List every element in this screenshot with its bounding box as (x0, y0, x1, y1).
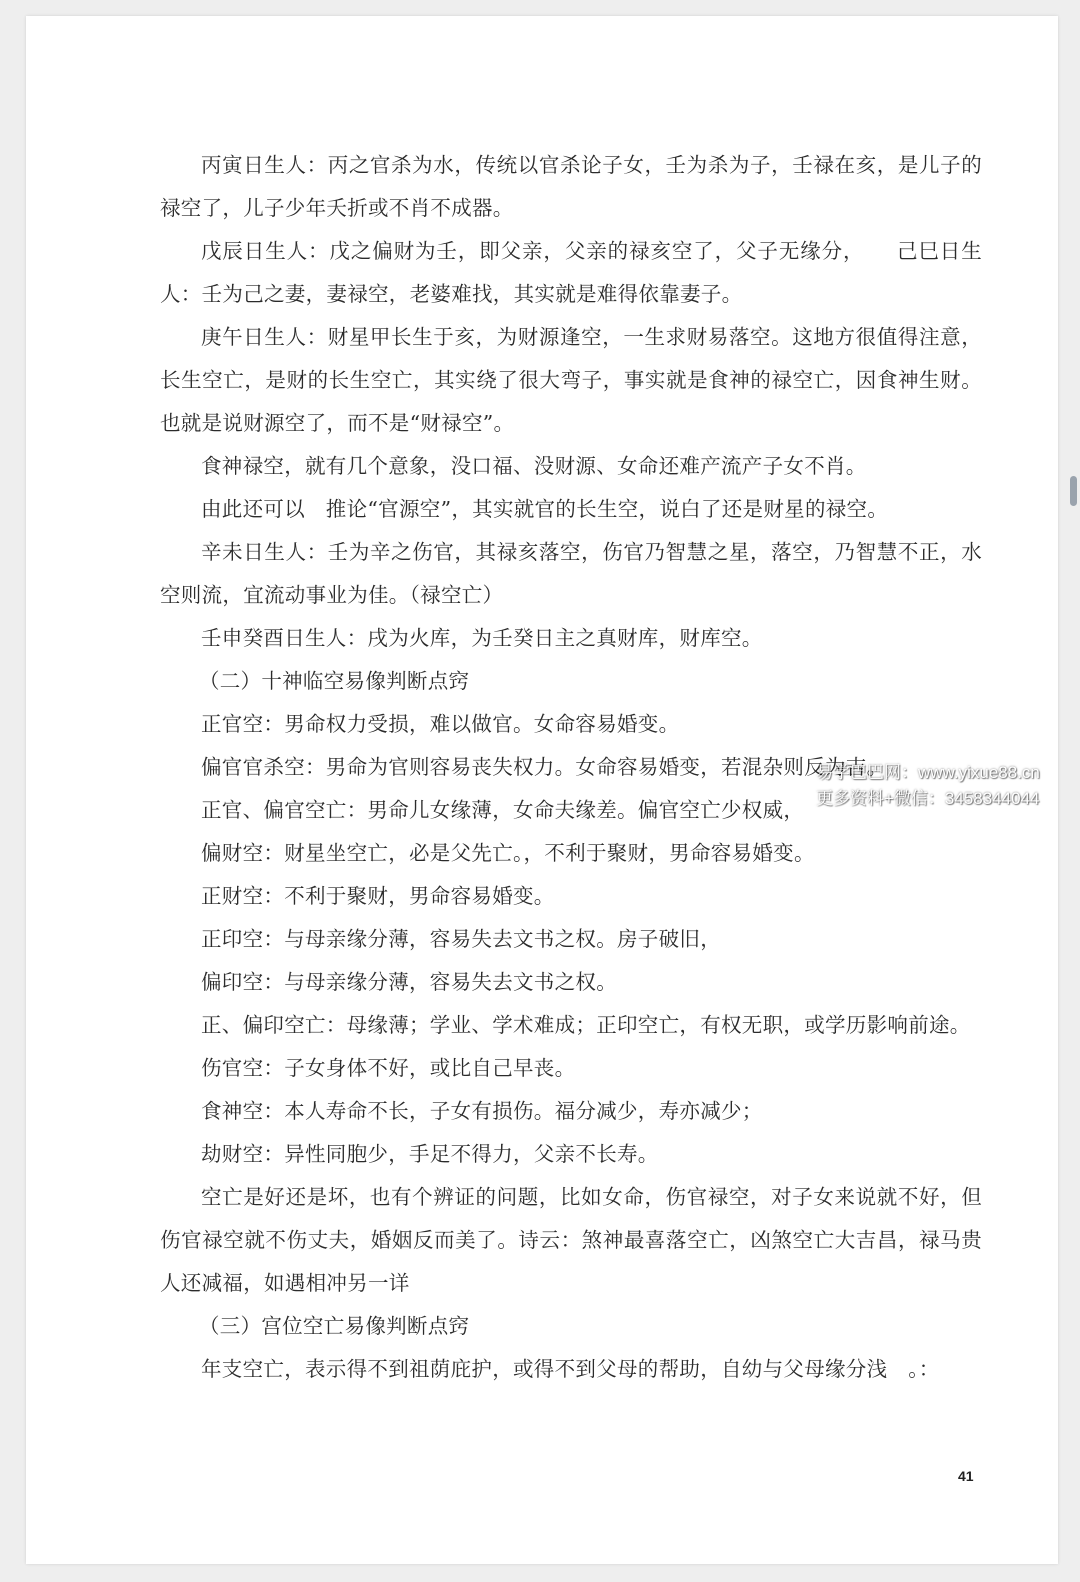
paragraph-bingyin: 丙寅日生人：丙之官杀为水，传统以官杀论子女，壬为杀为子，壬禄在亥，是儿子的禄空了，儿子少年夭折或不肖不成器。 (160, 153, 982, 220)
section-heading-2: （二）十神临空易像判断点窍 (198, 669, 470, 693)
paragraph-shishen-kong: 食神空：本人寿命不长，子女有损伤。福分减少，寿亦减少； (201, 1099, 763, 1123)
watermark (816, 760, 1040, 812)
paragraph-xinwei: 辛未日生人：壬为辛之伤官，其禄亥落空，伤官乃智慧之星，落空，乃智慧不正，水空则流，宜流动事业为佳。（禄空亡） (160, 540, 982, 607)
paragraph-wuchen: 戊辰日生人：戊之偏财为壬，即父亲，父亲的禄亥空了，父子无缘分， 己巳日生人：壬为己之妻，妻禄空，老婆难找，其实就是难得依靠妻子。 (160, 239, 982, 306)
paragraph-pianyin-kong: 偏印空：与母亲缘分薄，容易失去文书之权。 (201, 970, 617, 994)
paragraph-zhengyin-kong: 正印空：与母亲缘分薄，容易失去文书之权。房子破旧， (201, 927, 721, 951)
paragraph-shangguan-kong: 伤官空：子女身体不好，或比自己早丧。 (201, 1056, 576, 1080)
paragraph-shishen-lukong: 食神禄空，就有几个意象，没口福、没财源、女命还难产流产子女不肖。 (201, 454, 867, 478)
paragraph-zhengcai-kong: 正财空：不利于聚财，男命容易婚变。 (201, 884, 555, 908)
paragraph-pianguan-kong: 偏官官杀空：男命为官则容易丧失权力。女命容易婚变，若混杂则反为吉。 (201, 755, 888, 779)
watermark-line-site: 易学巴巴网：www.yixue88.cn (816, 763, 1040, 782)
paragraph-piancai-kong: 偏财空：财星坐空亡，必是父先亡。，不利于聚财，男命容易婚变。 (201, 841, 815, 865)
paragraph-gengwu: 庚午日生人：财星甲长生于亥，为财源逢空，一生求财易落空。这地方很值得注意，长生空亡，是财的长生空亡，其实绕了很大弯子，事实就是食神的禄空亡，因食神生财。也就是说财源空了，而不是“财禄空”。 (160, 325, 982, 435)
paragraph-nianzhi-kongwang: 年支空亡，表示得不到祖荫庇护，或得不到父母的帮助，自幼与父母缘分浅 。： (201, 1357, 940, 1381)
paragraph-renshen-guiyou: 壬申癸酉日生人：戌为火库，为壬癸日主之真财库，财库空。 (201, 626, 763, 650)
paragraph-yin-kongwang: 正、偏印空亡：母缘薄；学业、学术难成；正印空亡，有权无职，或学历影响前途。 (201, 1013, 971, 1037)
paragraph-jiecai-kong: 劫财空：异性同胞少，手足不得力，父亲不长寿。 (201, 1142, 659, 1166)
scrollbar-thumb[interactable] (1070, 476, 1077, 506)
paragraph-zhengguan-kong: 正官空：男命权力受损，难以做官。女命容易婚变。 (201, 712, 680, 736)
paragraph-kongwang-bianzheng: 空亡是好还是坏，也有个辨证的问题，比如女命，伤官禄空，对子女来说就不好，但伤官禄空就不伤丈夫，婚姻反而美了。诗云：煞神最喜落空亡，凶煞空亡大吉昌，禄马贵人还减福，如遇相冲另一详 (160, 1185, 982, 1295)
paragraph-guan-kongwang: 正官、偏官空亡：男命儿女缘薄，女命夫缘差。偏官空亡少权威， (201, 798, 805, 822)
paragraph-guanyuan-kong: 由此还可以 推论“官源空”，其实就官的长生空，说白了还是财星的禄空。 (201, 497, 889, 521)
page-number: 41 (958, 1468, 974, 1484)
watermark-line-contact: 更多资料+微信：3458344044 (816, 789, 1040, 808)
section-heading-3: （三）宫位空亡易像判断点窍 (198, 1314, 470, 1338)
vertical-scrollbar[interactable] (1066, 0, 1080, 1582)
